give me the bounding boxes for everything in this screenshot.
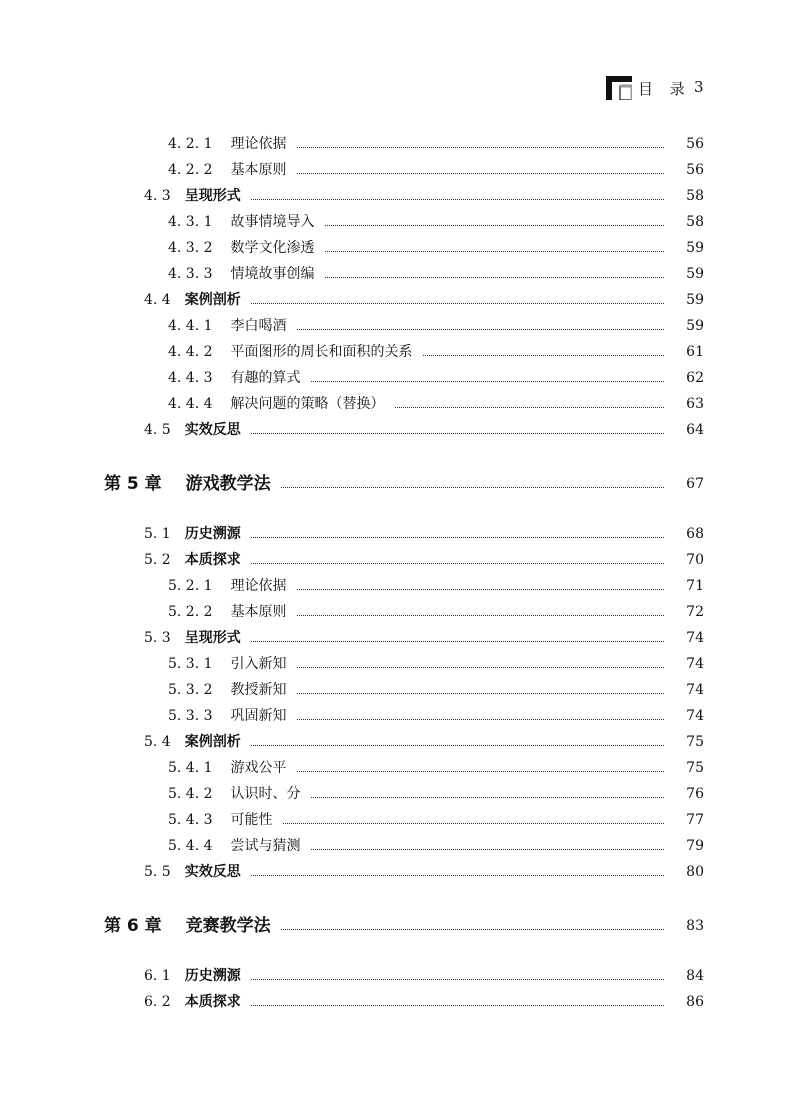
toc-entry-title: 案例剖析 — [184, 734, 241, 750]
toc-entry-page: 80 — [686, 864, 704, 880]
toc-entry-text — [168, 679, 674, 701]
dot-leader — [297, 147, 664, 148]
toc-entry-text — [168, 835, 674, 857]
toc-entry-number: 5. 2. 2 — [168, 604, 213, 620]
toc-entry-text — [168, 653, 674, 675]
toc-entry-text — [168, 315, 674, 337]
toc-entry-number: 5. 1 — [144, 526, 171, 542]
toc-entry-page: 74 — [686, 630, 704, 646]
toc-entry[interactable] — [0, 627, 800, 649]
dot-leader — [281, 487, 664, 488]
dot-leader — [325, 225, 664, 226]
toc-entry-page: 74 — [686, 656, 704, 672]
dot-leader — [251, 563, 664, 564]
toc-entry-text — [168, 575, 674, 597]
toc-entry-page: 59 — [686, 292, 704, 308]
toc-entry-text — [168, 393, 674, 415]
toc-entry-number: 4. 4. 4 — [168, 396, 213, 412]
toc-entry[interactable] — [0, 757, 800, 779]
toc-entry-number: 5. 3. 2 — [168, 682, 213, 698]
toc-entry-number: 4. 3. 1 — [168, 214, 213, 230]
toc-entry-page: 68 — [686, 526, 704, 542]
toc-entry[interactable] — [0, 705, 800, 727]
dot-leader — [251, 1005, 664, 1006]
dot-leader — [251, 433, 664, 434]
toc-entry-text — [104, 473, 674, 495]
toc-entry-page: 70 — [686, 552, 704, 568]
toc-entry-page: 84 — [686, 968, 704, 984]
dot-leader — [281, 929, 664, 930]
toc-entry-text — [104, 915, 674, 937]
dot-leader — [325, 251, 664, 252]
toc-entry-title: 巩固新知 — [230, 708, 287, 724]
toc-entry-title: 实效反思 — [184, 864, 241, 880]
toc-entry-text — [168, 809, 674, 831]
dot-leader — [283, 823, 664, 824]
toc-entry-page: 83 — [686, 918, 704, 934]
toc-entry-title: 有趣的算式 — [230, 370, 301, 386]
toc-entry-number: 5. 5 — [144, 864, 171, 880]
toc-entry-text — [144, 549, 674, 571]
toc-entry[interactable] — [0, 549, 800, 571]
toc-entry-number: 5. 4. 3 — [168, 812, 213, 828]
toc-entry-number: 6. 1 — [144, 968, 171, 984]
toc-entry-title: 实效反思 — [184, 422, 241, 438]
toc-entry-page: 74 — [686, 708, 704, 724]
toc-entry-title: 平面图形的周长和面积的关系 — [230, 344, 413, 360]
toc-entry-number: 5. 2 — [144, 552, 171, 568]
toc-entry-number: 5. 4. 2 — [168, 786, 213, 802]
toc-entry-number: 第 5 章 — [104, 474, 162, 494]
toc-entry-text — [144, 991, 674, 1013]
toc-entry[interactable] — [0, 965, 800, 987]
dot-leader — [311, 849, 664, 850]
toc-entry-title: 可能性 — [230, 812, 273, 828]
toc-entry-page: 58 — [686, 214, 704, 230]
toc-entry-number: 4. 4. 1 — [168, 318, 213, 334]
toc-entry[interactable] — [0, 809, 800, 831]
toc-entry[interactable] — [0, 341, 800, 363]
toc-entry-page: 72 — [686, 604, 704, 620]
toc-entry-text — [144, 965, 674, 987]
dot-leader — [251, 979, 664, 980]
toc-entry-number: 4. 4. 2 — [168, 344, 213, 360]
toc-entry-number: 5. 2. 1 — [168, 578, 213, 594]
toc-entry-number: 5. 4. 1 — [168, 760, 213, 776]
toc-entry-title: 理论依据 — [230, 578, 287, 594]
toc-entry-page: 75 — [686, 760, 704, 776]
toc-entry[interactable] — [0, 237, 800, 259]
dot-leader — [251, 199, 664, 200]
toc-entry-text — [144, 523, 674, 545]
toc-entry-number: 4. 2. 2 — [168, 162, 213, 178]
toc-entry-number: 5. 3. 3 — [168, 708, 213, 724]
dot-leader — [395, 407, 664, 408]
toc-entry-text — [168, 601, 674, 623]
toc-entry-text — [168, 159, 674, 181]
toc-entry-number: 5. 3 — [144, 630, 171, 646]
toc-entry-page: 67 — [686, 476, 704, 492]
dot-leader — [251, 537, 664, 538]
toc-entry-text — [168, 341, 674, 363]
toc-entry-page: 58 — [686, 188, 704, 204]
header-title: 目 录 — [638, 80, 691, 98]
toc-entry-title: 认识时、分 — [230, 786, 301, 802]
toc-entry-page: 61 — [686, 344, 704, 360]
toc-entry[interactable] — [0, 473, 800, 495]
toc-entry-title: 历史溯源 — [184, 526, 241, 542]
toc-entry[interactable] — [0, 523, 800, 545]
toc-entry[interactable] — [0, 991, 800, 1013]
toc-entry[interactable] — [0, 861, 800, 883]
toc-entry-title: 故事情境导入 — [230, 214, 315, 230]
toc-entry-page: 56 — [686, 136, 704, 152]
toc-entry[interactable] — [0, 263, 800, 285]
toc-entry-text — [168, 783, 674, 805]
toc-entry-number: 6. 2 — [144, 994, 171, 1010]
toc-entry-number: 4. 3 — [144, 188, 171, 204]
dot-leader — [251, 745, 664, 746]
toc-entry-page: 59 — [686, 240, 704, 256]
toc-entry-text — [168, 757, 674, 779]
toc-entry-page: 86 — [686, 994, 704, 1010]
toc-entry-title: 基本原则 — [230, 162, 287, 178]
toc-entry-page: 71 — [686, 578, 704, 594]
toc-entry[interactable] — [0, 211, 800, 233]
dot-leader — [297, 771, 664, 772]
dot-leader — [311, 381, 664, 382]
dot-leader — [297, 719, 664, 720]
dot-leader — [311, 797, 664, 798]
toc-entry-page: 64 — [686, 422, 704, 438]
toc-entry-title: 教授新知 — [230, 682, 287, 698]
toc-entry-page: 75 — [686, 734, 704, 750]
toc-entry-title: 游戏公平 — [230, 760, 287, 776]
toc-entry-number: 5. 4. 4 — [168, 838, 213, 854]
toc-entry-title: 尝试与猜测 — [230, 838, 301, 854]
toc-entry[interactable] — [0, 367, 800, 389]
dot-leader — [297, 329, 664, 330]
toc-entry-text — [168, 705, 674, 727]
dot-leader — [297, 173, 664, 174]
toc-entry[interactable] — [0, 575, 800, 597]
toc-entry-text — [168, 263, 674, 285]
dot-leader — [251, 303, 664, 304]
dot-leader — [297, 693, 664, 694]
toc-entry-page: 59 — [686, 318, 704, 334]
toc-entry-text — [144, 185, 674, 207]
toc-entry-number: 5. 3. 1 — [168, 656, 213, 672]
toc-entry-title: 李白喝酒 — [230, 318, 287, 334]
toc-entry-title: 本质探求 — [184, 552, 241, 568]
toc-entry-number: 4. 3. 3 — [168, 266, 213, 282]
toc-entry-page: 59 — [686, 266, 704, 282]
toc-entry-text — [168, 237, 674, 259]
toc-entry-text — [144, 861, 674, 883]
toc-entry-number: 4. 5 — [144, 422, 171, 438]
toc-entry-page: 76 — [686, 786, 704, 802]
toc-entry[interactable] — [0, 601, 800, 623]
toc-entry-title: 引入新知 — [230, 656, 287, 672]
toc-entry[interactable] — [0, 835, 800, 857]
toc-entry-page: 74 — [686, 682, 704, 698]
toc-entry-number: 4. 2. 1 — [168, 136, 213, 152]
toc-entry-title: 解决问题的策略（替换） — [230, 396, 385, 412]
dot-leader — [423, 355, 664, 356]
toc-entry-page: 63 — [686, 396, 704, 412]
toc-entry-title: 基本原则 — [230, 604, 287, 620]
toc-entry-page: 79 — [686, 838, 704, 854]
toc-entry-page: 56 — [686, 162, 704, 178]
toc-entry[interactable] — [0, 419, 800, 441]
toc-entry-number: 5. 4 — [144, 734, 171, 750]
toc-entry-number: 4. 4. 3 — [168, 370, 213, 386]
toc-entry-title: 案例剖析 — [184, 292, 241, 308]
toc-entry[interactable] — [0, 133, 800, 155]
toc-entry-text — [144, 289, 674, 311]
toc-entry-number: 第 6 章 — [104, 916, 162, 936]
dot-leader — [297, 615, 664, 616]
toc-entry[interactable] — [0, 393, 800, 415]
toc-entry-page: 62 — [686, 370, 704, 386]
toc-entry[interactable] — [0, 159, 800, 181]
toc-entry[interactable] — [0, 315, 800, 337]
toc-entry-title: 历史溯源 — [184, 968, 241, 984]
toc-entry-title: 本质探求 — [184, 994, 241, 1010]
toc-entry-page: 77 — [686, 812, 704, 828]
toc-entry-number: 4. 3. 2 — [168, 240, 213, 256]
toc-entry-number: 4. 4 — [144, 292, 171, 308]
toc-entry[interactable] — [0, 185, 800, 207]
toc-entry-text — [144, 419, 674, 441]
dot-leader — [325, 277, 664, 278]
toc-entry-title: 竞赛教学法 — [185, 916, 271, 936]
toc-entry[interactable] — [0, 915, 800, 937]
toc-entry-title: 游戏教学法 — [185, 474, 271, 494]
dot-leader — [251, 875, 664, 876]
toc-entry-text — [168, 367, 674, 389]
dot-leader — [297, 589, 664, 590]
toc-entry[interactable] — [0, 783, 800, 805]
toc-entry-text — [144, 731, 674, 753]
dot-leader — [297, 667, 664, 668]
toc-entry-text — [144, 627, 674, 649]
toc-entry-title: 情境故事创编 — [230, 266, 315, 282]
toc-entry-title: 数学文化渗透 — [230, 240, 315, 256]
toc-entry[interactable] — [0, 679, 800, 701]
toc-entry-text — [168, 133, 674, 155]
toc-entry[interactable] — [0, 289, 800, 311]
header-page-number: 3 — [694, 78, 704, 96]
toc-entry-title: 理论依据 — [230, 136, 287, 152]
toc-entry[interactable] — [0, 731, 800, 753]
dot-leader — [251, 641, 664, 642]
toc-entry-title: 呈现形式 — [184, 630, 241, 646]
toc-entry[interactable] — [0, 653, 800, 675]
toc-entry-text — [168, 211, 674, 233]
toc-entry-title: 呈现形式 — [184, 188, 241, 204]
